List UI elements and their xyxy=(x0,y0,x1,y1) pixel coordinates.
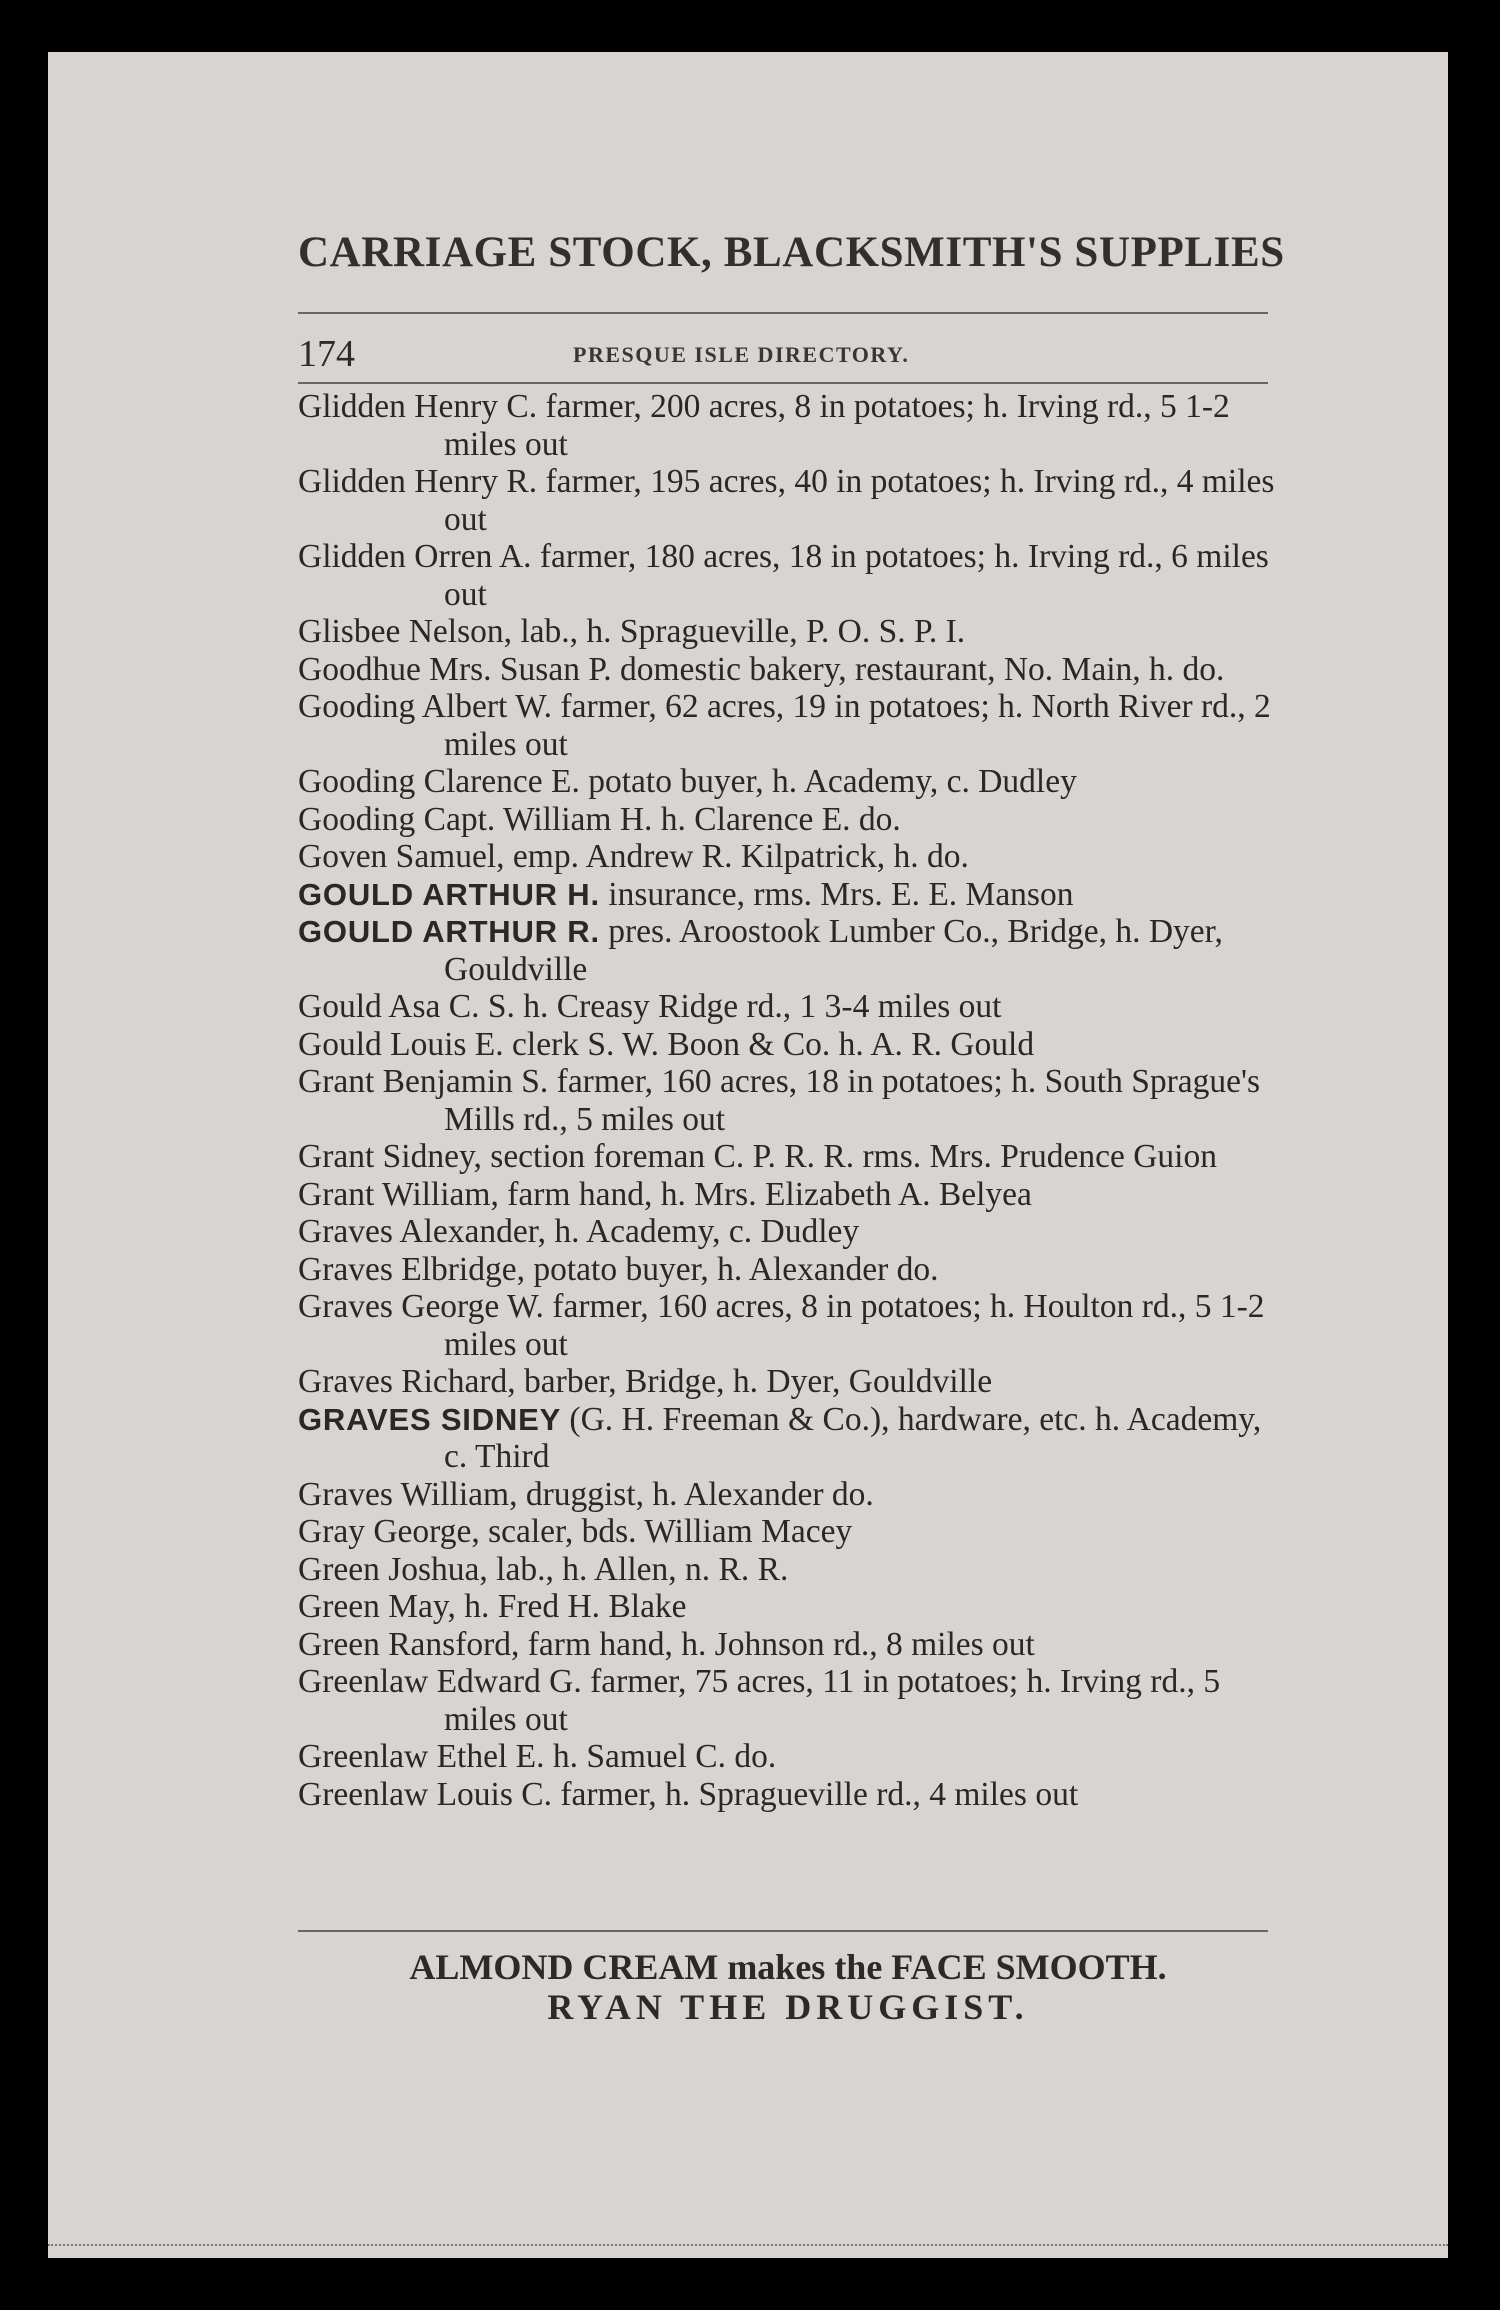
directory-entry xyxy=(298,1063,1278,1138)
footer-ad-line-1: ALMOND CREAM makes the FACE SMOOTH. xyxy=(409,1947,1167,1987)
footer-advertisement xyxy=(298,1947,1278,2027)
running-head xyxy=(298,332,1268,376)
entry-name-bold: GRAVES SIDNEY xyxy=(298,1401,562,1437)
entry-text: Green Ransford, farm hand, h. Johnson rd., 8 miles out xyxy=(298,1625,1035,1663)
directory-entry xyxy=(298,1776,1278,1814)
entry-text: Gould Louis E. clerk S. W. Boon & Co. h. A. R. Gould xyxy=(298,1025,1035,1063)
directory-entry xyxy=(298,1513,1278,1551)
entry-text: Greenlaw Ethel E. h. Samuel C. do. xyxy=(298,1738,777,1775)
directory-entry xyxy=(298,838,1278,876)
directory-entry xyxy=(298,1213,1278,1251)
directory-entry xyxy=(298,1363,1278,1401)
directory-entry xyxy=(298,1288,1278,1363)
entry-text: Graves Richard, barber, Bridge, h. Dyer, Gouldville xyxy=(298,1363,993,1400)
directory-entry xyxy=(298,1176,1278,1214)
directory-entry xyxy=(298,651,1278,689)
directory-entry xyxy=(298,1401,1278,1476)
entry-text: Grant Sidney, section foreman C. P. R. R. rms. Mrs. Prudence Guion xyxy=(298,1138,1217,1175)
directory-entry xyxy=(298,1251,1278,1289)
footer-rule xyxy=(298,1930,1268,1932)
directory-entries xyxy=(298,388,1278,1813)
entry-text: Grant Benjamin S. farmer, 160 acres, 18 in potatoes; h. South Sprague's Mills rd., 5 miles out xyxy=(298,1063,1261,1138)
directory-entry xyxy=(298,1588,1278,1626)
entry-text: Gould Asa C. S. h. Creasy Ridge rd., 1 3-4 miles out xyxy=(298,988,1002,1025)
entry-text: Greenlaw Edward G. farmer, 75 acres, 11 in potatoes; h. Irving rd., 5 miles out xyxy=(298,1663,1221,1738)
directory-title: PRESQUE ISLE DIRECTORY. xyxy=(573,342,910,367)
entry-text: Glidden Henry C. farmer, 200 acres, 8 in potatoes; h. Irving rd., 5 1-2 miles out xyxy=(298,388,1230,463)
directory-entry xyxy=(298,1626,1278,1664)
directory-entry xyxy=(298,913,1278,988)
entry-text: Graves Elbridge, potato buyer, h. Alexander do. xyxy=(298,1250,939,1288)
entry-text: Glisbee Nelson, lab., h. Spragueville, P. O. S. P. I. xyxy=(298,613,966,650)
directory-entry xyxy=(298,1138,1278,1176)
entry-text: Glidden Orren A. farmer, 180 acres, 18 in potatoes; h. Irving rd., 6 miles out xyxy=(298,538,1269,613)
entry-text: Gooding Albert W. farmer, 62 acres, 19 in potatoes; h. North River rd., 2 miles out xyxy=(298,688,1271,763)
directory-entry xyxy=(298,463,1278,538)
directory-entry xyxy=(298,613,1278,651)
page-number: 174 xyxy=(298,333,355,375)
entry-text: Gooding Capt. William H. h. Clarence E. do. xyxy=(298,800,901,838)
directory-page xyxy=(48,52,1448,2258)
entry-text: Grant William, farm hand, h. Mrs. Elizabeth A. Belyea xyxy=(298,1175,1032,1213)
directory-entry xyxy=(298,801,1278,839)
directory-entry xyxy=(298,1663,1278,1738)
entry-name-bold: GOULD ARTHUR H. xyxy=(298,876,600,912)
entry-text: Green May, h. Fred H. Blake xyxy=(298,1588,687,1625)
entry-text: Graves William, druggist, h. Alexander do. xyxy=(298,1475,874,1513)
header-advertisement: CARRIAGE STOCK, BLACKSMITH'S SUPPLIES xyxy=(298,229,1285,276)
entry-text: Green Joshua, lab., h. Allen, n. R. R. xyxy=(298,1550,789,1588)
directory-entry xyxy=(298,1026,1278,1064)
entry-text: (G. H. Freeman & Co.), hardware, etc. h. Academy, c. Third xyxy=(444,1400,1262,1475)
header-rule-top xyxy=(298,312,1268,314)
directory-entry xyxy=(298,876,1278,914)
entry-text: pres. Aroostook Lumber Co., Bridge, h. Dyer, Gouldville xyxy=(444,913,1223,988)
directory-entry xyxy=(298,1738,1278,1776)
directory-entry xyxy=(298,388,1278,463)
entry-text: insurance, rms. Mrs. E. E. Manson xyxy=(599,875,1074,913)
footer-ad-line-2: RYAN THE DRUGGIST. xyxy=(547,1987,1029,2027)
page-bottom-edge xyxy=(48,2244,1448,2252)
directory-entry xyxy=(298,1476,1278,1514)
entry-text: Gooding Clarence E. potato buyer, h. Academy, c. Dudley xyxy=(298,763,1077,800)
entry-text: Graves Alexander, h. Academy, c. Dudley xyxy=(298,1213,860,1250)
entry-name-bold: GOULD ARTHUR R. xyxy=(298,914,600,949)
entry-text: Graves George W. farmer, 160 acres, 8 in potatoes; h. Houlton rd., 5 1-2 miles out xyxy=(298,1288,1265,1363)
directory-entry xyxy=(298,538,1278,613)
entry-text: Goodhue Mrs. Susan P. domestic bakery, restaurant, No. Main, h. do. xyxy=(298,650,1225,688)
entry-text: Glidden Henry R. farmer, 195 acres, 40 in potatoes; h. Irving rd., 4 miles out xyxy=(298,463,1275,538)
header-rule-bottom xyxy=(298,382,1268,384)
directory-entry xyxy=(298,763,1278,801)
directory-entry xyxy=(298,688,1278,763)
entry-text: Goven Samuel, emp. Andrew R. Kilpatrick, h. do. xyxy=(298,838,969,875)
directory-entry xyxy=(298,1551,1278,1589)
entry-text: Gray George, scaler, bds. William Macey xyxy=(298,1513,853,1550)
entry-text: Greenlaw Louis C. farmer, h. Spragueville rd., 4 miles out xyxy=(298,1775,1079,1813)
directory-entry xyxy=(298,988,1278,1026)
